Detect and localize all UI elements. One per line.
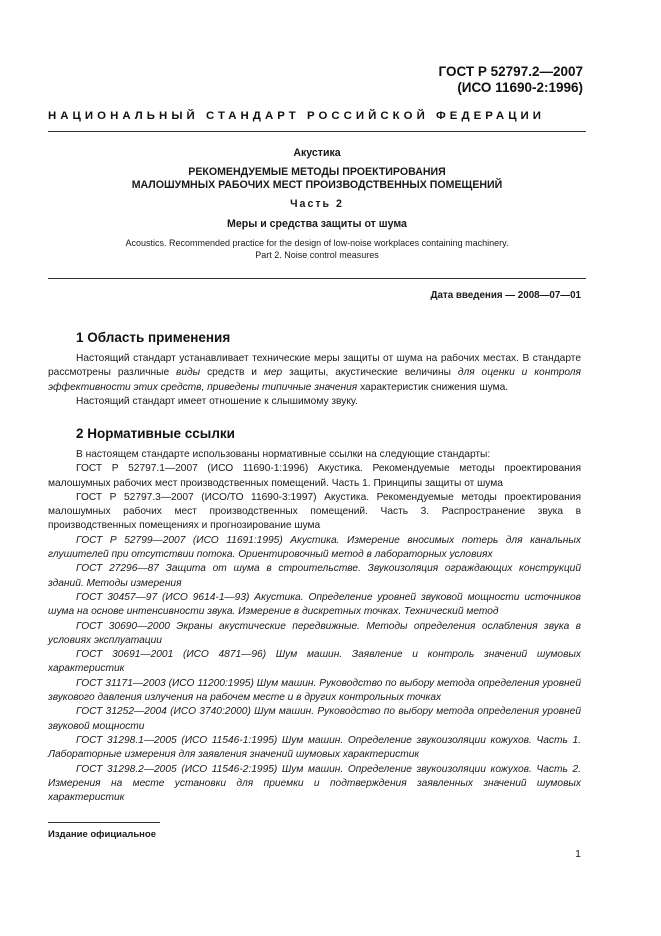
- section-1-paragraph-2: Настоящий стандарт имеет отношение к слышимому звуку.: [76, 395, 358, 407]
- normative-reference-item: ГОСТ Р 52797.1—2007 (ИСО 11690-1:1996) Акустика. Рекомендуемые методы проектирования малошумных рабочих мест производственных помещений. Часть 1. Принципы защиты от шума: [48, 463, 581, 489]
- normative-reference-item: ГОСТ 30457—97 (ИСО 9614-1—93) Акустика. Определение уровней звуковой мощности источников шума на основе интенсивности звука. Измерение в дискретных точках. Технический метод: [48, 591, 581, 618]
- normative-reference-item: ГОСТ 31171—2003 (ИСО 11200:1995) Шум машин. Руководство по выбору метода определения уровней звукового давления излучения на рабочем месте и в других контрольных точках: [48, 677, 581, 704]
- document-header-code: [439, 64, 583, 96]
- page-number: 1: [575, 848, 581, 860]
- title-subject: Акустика: [293, 147, 341, 159]
- title-part: Часть 2: [290, 198, 344, 210]
- official-edition-label: Издание официальное: [48, 829, 156, 840]
- normative-reference-item: ГОСТ Р 52799—2007 (ИСО 11691:1995) Акустика. Измерение вносимых потерь для канальных глушителей при отсутствии потока. Ориентировочный метод в лабораторных условиях: [48, 534, 581, 561]
- title-rule: [48, 278, 586, 279]
- normative-reference-item: ГОСТ 31298.1—2005 (ИСО 11546-1:1995) Шум машин. Определение звукоизоляции кожухов. Часть 1. Лабораторные измерения для заявления значений шумовых характеристик: [48, 734, 581, 761]
- normative-reference-item: ГОСТ 31252—2004 (ИСО 3740:2000) Шум машин. Руководство по выбору метода определения уровней звуковой мощности: [48, 706, 581, 732]
- section-1-heading: 1 Область применения: [76, 330, 231, 345]
- iso-number: (ИСО 11690-2:1996): [457, 80, 583, 95]
- section-2-body: [48, 448, 581, 805]
- normative-reference-item: ГОСТ Р 52797.3—2007 (ИСО/ТО 11690-3:1997) Акустика. Рекомендуемые методы проектирования малошумных рабочих мест производственных помещений. Часть 3. Распространение звука в производственных помещениях и прогнозирование шума: [48, 491, 581, 532]
- section-2-intro: В настоящем стандарте использованы нормативные ссылки на следующие стандарты:: [76, 449, 491, 460]
- section-1-paragraph-1: Настоящий стандарт устанавливает технические меры защиты от шума на рабочих местах. В стандарте рассмотрены различные виды средств и мер защиты, акустические величины для оценки и контроля эффективности этих средств, приведены типичные значения характеристик снижения шума.: [48, 353, 581, 393]
- footer-rule: [48, 822, 160, 823]
- header-rule: [48, 131, 586, 132]
- normative-reference-item: ГОСТ 31298.2—2005 (ИСО 11546-2:1995) Шум машин. Определение звукоизоляции кожухов. Часть 2. Измерения на месте установки для приемки и подтверждения заявленных значений шумовых характеристик: [48, 763, 581, 804]
- normative-reference-item: ГОСТ 27296—87 Защита от шума в строительстве. Звукоизоляция ограждающих конструкций зданий. Методы измерения: [48, 563, 581, 589]
- title-line-1: РЕКОМЕНДУЕМЫЕ МЕТОДЫ ПРОЕКТИРОВАНИЯ: [188, 166, 446, 178]
- section-2-heading: 2 Нормативные ссылки: [76, 426, 235, 441]
- normative-reference-item: ГОСТ 30691—2001 (ИСО 4871—96) Шум машин. Заявление и контроль значений шумовых характеристик: [48, 649, 581, 675]
- normative-reference-item: ГОСТ 30690—2000 Экраны акустические передвижные. Методы определения ослабления звука в условиях эксплуатации: [48, 620, 581, 646]
- title-line-2: МАЛОШУМНЫХ РАБОЧИХ МЕСТ ПРОИЗВОДСТВЕННЫХ ПОМЕЩЕНИЙ: [131, 179, 503, 191]
- english-title-line-1: Acoustics. Recommended practice for the design of low-noise workplaces containing machinery.: [125, 238, 509, 248]
- gost-number: ГОСТ Р 52797.2—2007: [438, 64, 583, 79]
- intro-date: Дата введения — 2008—07—01: [430, 290, 581, 301]
- section-1-body: [48, 352, 581, 409]
- national-standard-banner: НАЦИОНАЛЬНЫЙ СТАНДАРТ РОССИЙСКОЙ ФЕДЕРАЦИИ: [48, 110, 546, 122]
- title-part-name: Меры и средства защиты от шума: [227, 218, 407, 230]
- english-title-line-2: Part 2. Noise control measures: [255, 250, 379, 260]
